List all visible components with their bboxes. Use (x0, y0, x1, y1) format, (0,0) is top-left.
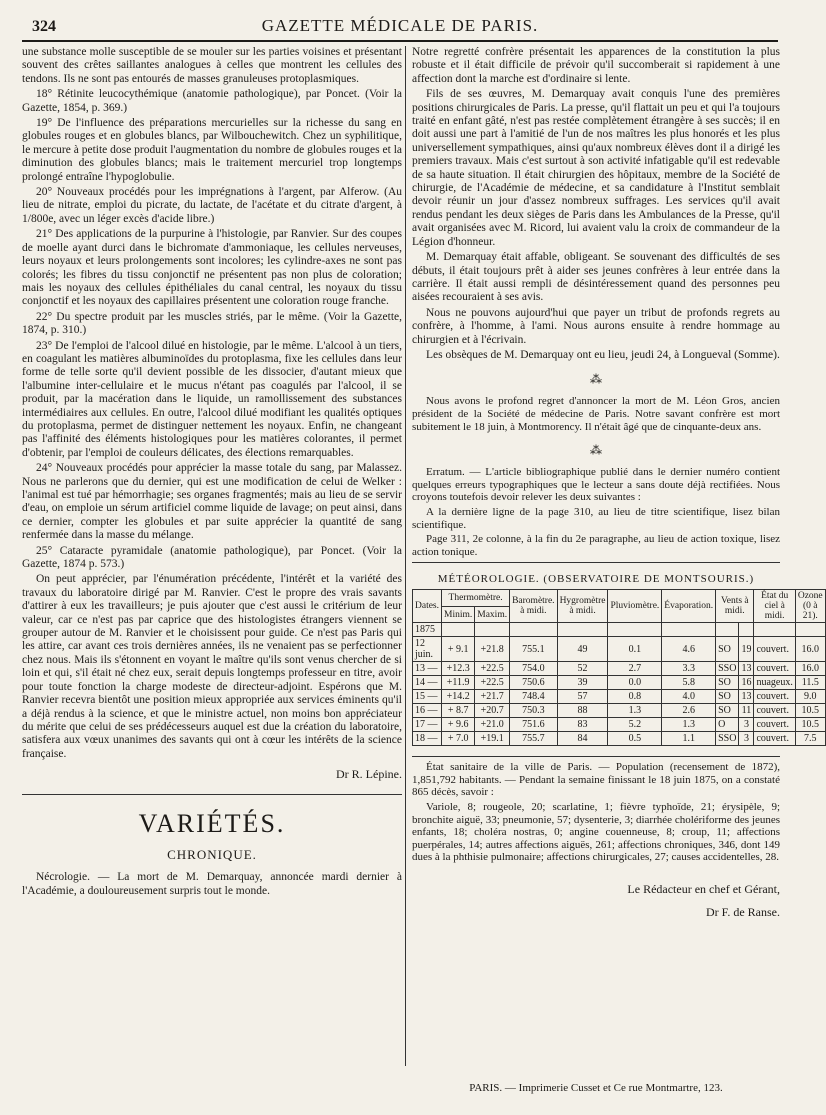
table-cell-date: 18 — (413, 732, 442, 746)
table-cell-min: + 8.7 (442, 704, 475, 718)
page-number: 324 (32, 18, 56, 35)
section-title: VARIÉTÉS. (138, 809, 286, 839)
col-dates: Dates. (413, 590, 442, 623)
paragraph: 19° De l'influence des préparations mercurielles sur la richesse du sang en globules rouges et en globules blancs, par Wilbouchewitch. Chez un syphilitique, le mercure à petite dose produit l'augmentation du nombre de globules rouges et la diminution des globules blancs; mais le traitement mercuriel trop longtemps prolongé entraîne l'hypoglobulie. (22, 117, 402, 183)
table-cell-date: 15 — (413, 690, 442, 704)
table-cell-ozone: 10.5 (795, 704, 825, 718)
erratum-paragraph: Erratum. — L'article bibliographique publié dans le dernier numéro contient quelques erreurs typographiques que le lecteur a sans doute déjà rectifiées. Nous croyons toutefois devoir relever les deux suivantes : (412, 466, 780, 504)
author-signature: Dr R. Lépine. (336, 767, 402, 782)
col-minim: Minim. (442, 606, 475, 623)
table-cell-ozone: 16.0 (795, 662, 825, 676)
col-baro: Baromètre. à midi. (510, 590, 557, 623)
paragraph: Nous ne pouvons aujourd'hui que payer un tribut de profonds regrets au confrère, à l'homme, à l'ami. Nous aurons ensuite à rendre hommage au chirurgien et à l'écrivain. (412, 306, 780, 346)
asterism: ⁂ (590, 443, 602, 458)
table-cell-max: +22.5 (475, 676, 510, 690)
table-cell-vent: SSO (716, 732, 739, 746)
page-header (22, 12, 778, 42)
paragraph: Notre regretté confrère présentait les apparences de la constitution la plus robuste et il était difficile de prévoir qu'il succomberait si rapidement à une affection dont la marche est d'ordinaire si lente. (412, 46, 780, 85)
table-cell-ciel: couvert. (754, 690, 795, 704)
table-cell-evap: 4.0 (662, 690, 716, 704)
table-cell-ciel: couvert. (754, 718, 795, 732)
table-cell-ozone: 10.5 (795, 718, 825, 732)
table-row (413, 732, 826, 746)
table-cell-baro: 748.4 (510, 690, 557, 704)
table-cell-baro: 750.6 (510, 676, 557, 690)
table-cell-evap: 3.3 (662, 662, 716, 676)
table-row (413, 676, 826, 690)
table-cell-ozone: 7.5 (795, 732, 825, 746)
col-vents: Vents à midi. (716, 590, 754, 623)
table-cell-vent: SSO (716, 662, 739, 676)
table-cell-hygro: 39 (557, 676, 608, 690)
table-cell-min: + 7.0 (442, 732, 475, 746)
editor-title: Le Rédacteur en chef et Gérant, (627, 882, 780, 897)
paragraph: M. Demarquay était affable, obligeant. Se souvenant des difficultés de ses débuts, il était toujours prêt à aider ses jeunes confrères à leur entrée dans la carrière. Il était aussi rempli de désintéressement quand des personnes peu aisées recouraient à ses avis. (412, 251, 780, 304)
table-cell-baro: 754.0 (510, 662, 557, 676)
table-cell-vent: SO (716, 704, 739, 718)
table-cell-pluvio: 1.3 (608, 704, 662, 718)
erratum-paragraph: Page 311, 2e colonne, à la fin du 2e paragraphe, au lieu de action toxique, lisez action tonique. (412, 533, 780, 558)
subsection-title: CHRONIQUE. (167, 847, 257, 863)
table-row (413, 637, 826, 662)
table-cell-min: +11.9 (442, 676, 475, 690)
col-thermo: Thermomètre. (442, 590, 510, 607)
table-row (413, 690, 826, 704)
left-column (22, 46, 402, 900)
col-maxim: Maxim. (475, 606, 510, 623)
meteo-title: MÉTÉOROLOGIE. (OBSERVATOIRE DE MONTSOURIS.) (437, 573, 755, 586)
table-cell-date: 13 — (413, 662, 442, 676)
table-cell-evap: 2.6 (662, 704, 716, 718)
paragraph: Les obsèques de M. Demarquay ont eu lieu, jeudi 24, à Longueval (Somme). (426, 348, 780, 361)
table-cell-force: 3 (739, 718, 754, 732)
table-cell-min: +14.2 (442, 690, 475, 704)
table-cell-hygro: 52 (557, 662, 608, 676)
paragraph: 23° De l'emploi de l'alcool dilué en histologie, par le même. L'alcool à un tiers, en coagulant les matières albuminoïdes du protoplasma, fixe les cellules dans leur forme de telle sorte qu'il devient possible de les dissocier, d'autant mieux que l'albumine inter-cellulaire et le mucus n'étant pas coagulés par l'alcool, il se produit, par la macération dans le liquide, un ramollissement des substances intermédiaires aux cellules. En outre, l'alcool dilué modifiant les qualités optiques du protoplasma, permet de distinguer nettement les noyaux. Enfin, ne changeant pas l'affinité des éléments histologiques pour les matières colorantes, il permet d'obtenir, par l'emploi de couleurs délicates, des élections remarquables. (22, 339, 402, 459)
table-cell-max: +21.8 (475, 637, 510, 662)
table-cell-evap: 1.3 (662, 718, 716, 732)
table-cell-pluvio: 0.0 (608, 676, 662, 690)
table-cell-max: +22.5 (475, 662, 510, 676)
col-ozone: Ozone (0 à 21). (795, 590, 825, 623)
paragraph: 21° Des applications de la purpurine à l'histologie, par Ranvier. Sur des coupes de moelle ayant durci dans le bichromate d'ammoniaque, les cellules nerveuses, leurs noyaux et leurs prolongements sont incolores; les cylindre-axes ne sont pas colorés; les fibres du tissu conjonctif ne présentent pas non plus de coloration; mais les noyaux des cellules épithéliales du canal central, les noyaux du tissu conjonctif et les noyaux des capillaires présentent une coloration rouge franche. (22, 228, 402, 308)
table-cell-date: 17 — (413, 718, 442, 732)
table-cell-pluvio: 0.1 (608, 637, 662, 662)
table-cell-pluvio: 0.5 (608, 732, 662, 746)
table-cell-max: +19.1 (475, 732, 510, 746)
paragraph: 24° Nouveaux procédés pour apprécier la masse totale du sang, par Malassez. Nous ne parlerons que du dernier, qui est une modification de celui de Welker : l'animal est tué par hémorrhagie; ses organes fragmentés; mais au lieu de se servir d'eau, on emploie un sérum artificiel comme liquide de lavage; on peut ainsi, dans ce dernier, compter les globules et par suite apprécier la quantité de sang renfermée dans la masse du mélange. (22, 462, 402, 542)
table-cell-min: + 9.1 (442, 637, 475, 662)
table-cell-force: 13 (739, 662, 754, 676)
table-cell-vent: O (716, 718, 739, 732)
erratum-paragraph: A la dernière ligne de la page 310, au lieu de titre scientifique, lisez bilan scientifique. (412, 505, 780, 531)
imprint: PARIS. — Imprimerie Cusset et Ce rue Montmartre, 123. (469, 1082, 723, 1094)
table-cell-hygro: 83 (557, 718, 608, 732)
table-row (413, 662, 826, 676)
table-cell-max: +21.0 (475, 718, 510, 732)
table-cell-force: 11 (739, 704, 754, 718)
table-cell-ciel: couvert. (754, 662, 795, 676)
table-cell-hygro: 57 (557, 690, 608, 704)
table-cell-hygro: 49 (557, 637, 608, 662)
paragraph: une substance molle susceptible de se mouler sur les parties voisines et présentant souvent des crêtes saillantes analogues à celles que montrent les cellules des tendons. Ils ne sont pas entourés de masses granuleuses protoplasmiques. (22, 46, 402, 85)
table-cell-ciel: couvert. (754, 704, 795, 718)
table-cell-pluvio: 0.8 (608, 690, 662, 704)
table-cell-evap: 5.8 (662, 676, 716, 690)
table-cell-ozone: 16.0 (795, 637, 825, 662)
separator (412, 756, 780, 757)
paragraph: On peut apprécier, par l'énumération précédente, l'intérêt et la variété des travaux du laboratoire dirigé par M. Ranvier. C'est le propre des vrais savants d'attirer à eux les travailleurs; je puis ajouter que c'est aussi le critérium de leur valeur, car ce n'est pas par caprice que des histologistes étrangers viennent se grouper autour de M. Ranvier et le choisissent pour guide. Ce n'est pas Paris qui les attire, car avant ces trois dernières années, ils ne venaient pas se perfectionner chez nous. Mais ils s'étonnent en voyant le maître qu'ils sont venus chercher de si loin et qui, s'il était né chez eux, serait depuis longtemps professeur en titre, avoir pour toute fonction la charge modeste de directeur-adjoint. Espérons que M. Ranvier recevra bientôt une position mieux appropriée aux services éminents qu'il a déjà rendus à la science, et que le ministre actuel, non moins bon appréciateur du mérite que celui de ses prédécesseurs auquel est due la création du laboratoire, satisfera aux vœux unanimes des savants qui ont à cœur les intérêts de la science française. (22, 573, 402, 760)
table-cell-vent: SO (716, 676, 739, 690)
table-cell-ciel: couvert. (754, 732, 795, 746)
year-cell: 1875 (413, 623, 442, 637)
paragraph: 18° Rétinite leucocythémique (anatomie pathologique), par Poncet. (Voir la Gazette, 1854, p. 369.) (22, 88, 402, 114)
table-cell-ciel: couvert. (754, 637, 795, 662)
table-cell-min: +12.3 (442, 662, 475, 676)
table-cell-baro: 750.3 (510, 704, 557, 718)
etat-sanitaire-detail: Variole, 8; rougeole, 20; scarlatine, 1; fièvre typhoïde, 21; érysipèle, 9; bronchite aiguë, 33; pneumonie, 57; dysenterie, 3; diarrhée cholériforme des jeunes enfants, 18; choléra nostras, 0; angine couenneuse, 8; croup, 11; affections puerpérales, 14; autres affections aiguës, 261; affections chroniques, 346, dont 149 dues à la phthisie pulmonaire; affections chirurgicales, 27; causes accidentelles, 28. (412, 801, 780, 864)
table-cell-min: + 9.6 (442, 718, 475, 732)
table-cell-baro: 755.1 (510, 637, 557, 662)
col-pluvio: Pluviomètre. (608, 590, 662, 623)
asterism: ⁂ (590, 372, 602, 387)
table-cell-force: 3 (739, 732, 754, 746)
column-divider (405, 46, 406, 1066)
table-cell-pluvio: 2.7 (608, 662, 662, 676)
table-cell-hygro: 84 (557, 732, 608, 746)
table-cell-max: +20.7 (475, 704, 510, 718)
table-cell-ciel: nuageux. (754, 676, 795, 690)
meteo-table (412, 589, 826, 746)
table-cell-baro: 751.6 (510, 718, 557, 732)
paragraph: 22° Du spectre produit par les muscles striés, par le même. (Voir la Gazette, 1874, p. 310.) (22, 310, 402, 337)
separator (22, 794, 402, 795)
table-cell-ozone: 9.0 (795, 690, 825, 704)
table-cell-vent: SO (716, 637, 739, 662)
running-title: GAZETTE MÉDICALE DE PARIS. (261, 16, 539, 35)
col-evap: Évaporation. (662, 590, 716, 623)
table-row (413, 718, 826, 732)
table-cell-date: 14 — (413, 676, 442, 690)
table-row (413, 704, 826, 718)
separator (412, 562, 780, 563)
table-cell-evap: 1.1 (662, 732, 716, 746)
table-cell-pluvio: 5.2 (608, 718, 662, 732)
table-cell-max: +21.7 (475, 690, 510, 704)
table-cell-hygro: 88 (557, 704, 608, 718)
gros-notice: Nous avons le profond regret d'annoncer la mort de M. Léon Gros, ancien président de la Société de médecine de Paris. Notre savant confrère est mort subitement le 18 juin, à Montmorency. Il n'était âgé que de cinquante-deux ans. (412, 395, 780, 433)
table-cell-vent: SO (716, 690, 739, 704)
editor-name: Dr F. de Ranse. (705, 905, 780, 920)
paragraph: Fils de ses œuvres, M. Demarquay avait conquis l'une des premières positions chirurgicales de Paris. La presse, qu'il flattait un peu et qui l'a toujours traité en enfant gâté, n'est pas restée complètement étrangère à ses succès; il en doit aussi une part à l'amitié de l'un de nos maîtres les plus honorés et les plus universellement sympathiques, ainsi qu'aux nombreux élèves dont il a dirigé les premiers travaux. Mais c'est surtout à son activité infatigable qu'il est redevable de sa haute situation. Il était chirurgien des hôpitaux, membre de la Société de chirurgie, de l'Académie de médecine, et sa candidature à l'Institut semblait devoir réunir un jour d'assez nombreux suffrages. Les services qu'il avait rendus pendant les deux sièges de Paris dans les Ambulances de la Presse, qu'il avait organisées avec M. Ricord, lui avaient valu la croix de commandeur de la Légion d'honneur. (412, 88, 780, 248)
table-cell-force: 16 (739, 676, 754, 690)
table-cell-ozone: 11.5 (795, 676, 825, 690)
table-cell-evap: 4.6 (662, 637, 716, 662)
table-cell-date: 12 juin. (413, 637, 442, 662)
table-cell-baro: 755.7 (510, 732, 557, 746)
table-cell-force: 13 (739, 690, 754, 704)
etat-sanitaire: État sanitaire de la ville de Paris. — Population (recensement de 1872), 1,851,792 habitants. — Pendant la semaine finissant le 18 juin 1875, on a constaté 865 décès, savoir : (412, 761, 780, 799)
table-cell-force: 19 (739, 637, 754, 662)
paragraph: 25° Cataracte pyramidale (anatomie pathologique), par Poncet. (Voir la Gazette, 1874 p. 573.) (22, 544, 402, 571)
col-ciel: État du ciel à midi. (754, 590, 795, 623)
table-cell-date: 16 — (413, 704, 442, 718)
right-column (412, 46, 823, 920)
necrologie-paragraph: Nécrologie. — La mort de M. Demarquay, annoncée mardi dernier à l'Académie, a douloureusement surpris tout le monde. (22, 871, 402, 897)
paragraph: 20° Nouveaux procédés pour les imprégnations à l'argent, par Alferow. (Au lieu de nitrate, emploi du picrate, du lactate, de l'acétate et du citrate d'argent, à 1/800e, avec un léger excès d'acide libre.) (22, 186, 402, 225)
col-hygro: Hygromètre à midi. (557, 590, 608, 623)
